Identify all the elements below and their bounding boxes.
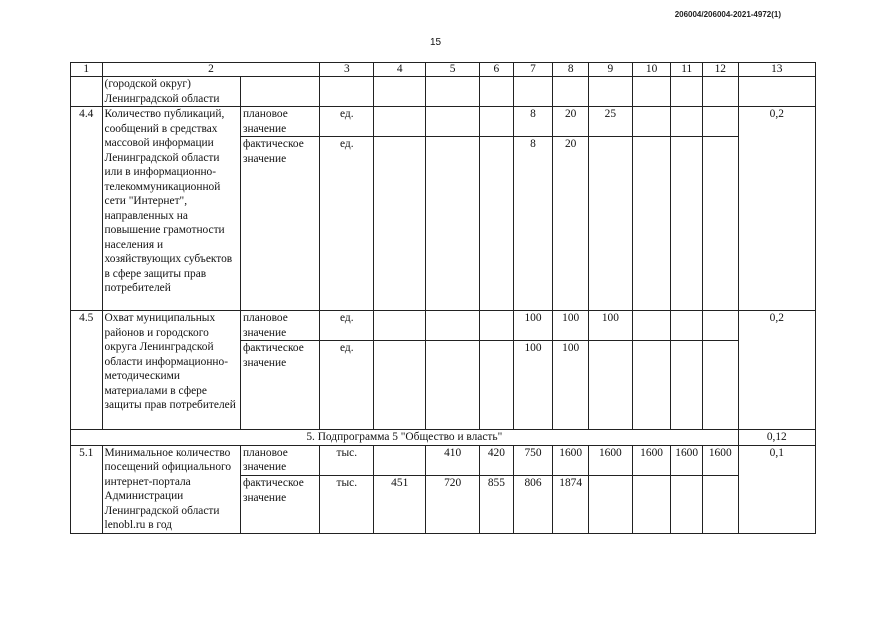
table-row — [71, 107, 816, 137]
section-row — [71, 430, 816, 446]
value-type: фактическое значение — [240, 137, 319, 311]
unit: тыс. — [320, 476, 374, 533]
indicator-name: Охват муниципальных районов и городского округа Ленинградской области информационно-методическими материалами в сфере защиты прав потребителей — [102, 311, 240, 430]
value-cell: 451 — [374, 476, 426, 533]
value-type: фактическое значение — [240, 476, 319, 533]
unit: ед. — [320, 137, 374, 311]
column-header: 3 — [320, 63, 374, 77]
value-cell: 100 — [513, 341, 553, 430]
value-cell: 750 — [513, 445, 553, 476]
value-cell: 100 — [553, 311, 589, 341]
value-cell: 1600 — [632, 445, 671, 476]
continuation-row — [71, 77, 816, 107]
value-cell: 1600 — [702, 445, 738, 476]
value-type: фактическое значение — [240, 341, 319, 430]
value-cell: 20 — [553, 107, 589, 137]
unit: тыс. — [320, 445, 374, 476]
value-cell: 100 — [513, 311, 553, 341]
value-cell: 20 — [553, 137, 589, 311]
page-number: 15 — [429, 37, 442, 48]
indicator-name: Количество публикаций, сообщений в средствах массовой информации Ленинградской области или в информационно-телекоммуникационной сети "Интернет", направленных на повышение грамотности населения и хозяйствующих субъектов в сфере защиты прав потребителей — [102, 107, 240, 311]
row-number: 5.1 — [71, 445, 103, 533]
document-id: 206004/206004-2021-4972(1) — [674, 10, 781, 19]
column-header: 13 — [738, 63, 815, 77]
value-cell: 1600 — [553, 445, 589, 476]
column-header: 11 — [671, 63, 703, 77]
value-cell: 855 — [480, 476, 514, 533]
column-header: 12 — [702, 63, 738, 77]
table-row — [71, 445, 816, 476]
value-type: плановое значение — [240, 445, 319, 476]
value-type: плановое значение — [240, 311, 319, 341]
value-cell: 1600 — [671, 445, 703, 476]
value-cell: 100 — [588, 311, 632, 341]
value-cell: 420 — [480, 445, 514, 476]
value-cell: 720 — [426, 476, 480, 533]
section-title: 5. Подпрограмма 5 "Общество и власть" — [71, 430, 739, 446]
value-cell: 25 — [588, 107, 632, 137]
column-header: 1 — [71, 63, 103, 77]
value-cell: 8 — [513, 107, 553, 137]
row-number: 4.5 — [71, 311, 103, 430]
weight-cell: 0,1 — [738, 445, 815, 533]
column-header: 6 — [480, 63, 514, 77]
value-cell: 806 — [513, 476, 553, 533]
column-header: 5 — [426, 63, 480, 77]
column-header: 9 — [588, 63, 632, 77]
table-row — [71, 311, 816, 341]
column-header: 7 — [513, 63, 553, 77]
unit: ед. — [320, 341, 374, 430]
value-cell: 8 — [513, 137, 553, 311]
column-header: 10 — [632, 63, 671, 77]
value-cell: 100 — [553, 341, 589, 430]
indicator-name: (городской округ) Ленинградской области — [102, 77, 240, 107]
value-cell: 410 — [426, 445, 480, 476]
column-header: 8 — [553, 63, 589, 77]
value-cell: 1600 — [588, 445, 632, 476]
value-type: плановое значение — [240, 107, 319, 137]
unit: ед. — [320, 311, 374, 341]
column-header: 2 — [102, 63, 320, 77]
column-number-row — [71, 63, 816, 77]
column-header: 4 — [374, 63, 426, 77]
indicators-table — [70, 62, 816, 534]
unit: ед. — [320, 107, 374, 137]
indicator-name: Минимальное количество посещений официального интернет-портала Администрации Ленинградской области lenobl.ru в год — [102, 445, 240, 533]
weight-cell: 0,2 — [738, 107, 815, 311]
weight-cell: 0,2 — [738, 311, 815, 430]
weight-cell: 0,12 — [738, 430, 815, 446]
value-cell: 1874 — [553, 476, 589, 533]
row-number: 4.4 — [71, 107, 103, 311]
